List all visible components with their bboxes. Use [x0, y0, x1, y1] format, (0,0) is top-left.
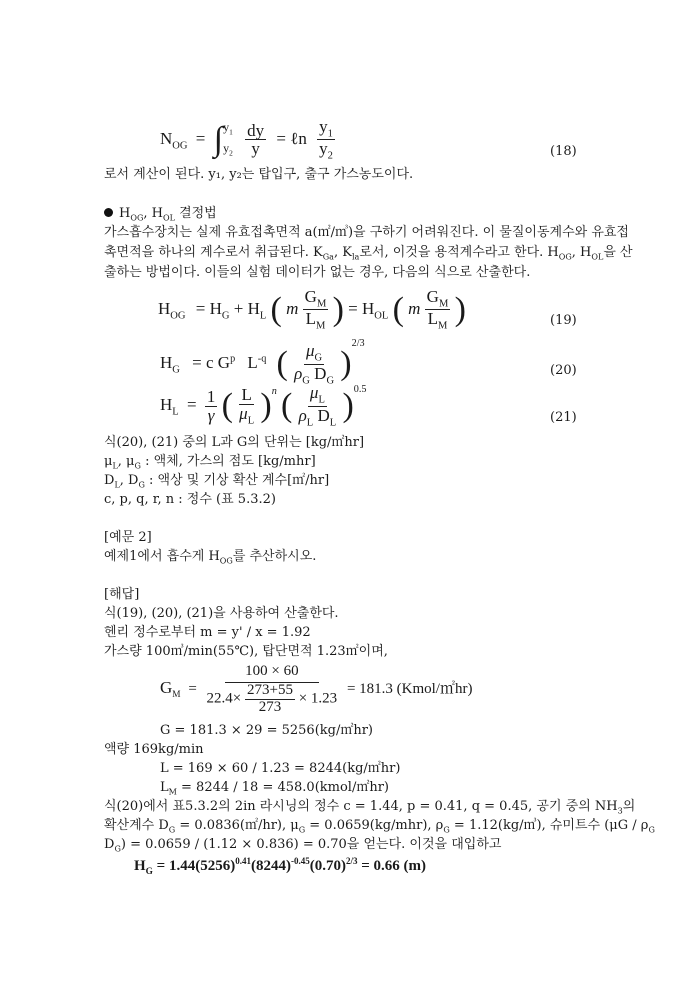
eq20-rho-sub: G [302, 374, 310, 386]
eq20-right-paren: ) [340, 345, 352, 383]
eq18-frac2-num [317, 118, 335, 140]
section-title: $H_{OG}$, $H_{OL}$ 결정법 [119, 206, 217, 223]
eq19-g-sub: G [221, 310, 230, 322]
eq19-frac1-den [304, 310, 328, 331]
eq19-lm-sub-2: M [438, 320, 448, 332]
final-para-line-2: 확산계수 $D_G$ = 0.0836(㎡/hr), $\mu_G = 0.0659(kg/mhr)$, $\rho_G$ = 1.12(kg/㎥), 슈미트수 ($\mu G / \rho_G$ [104, 818, 655, 835]
left-paren: ( [270, 290, 282, 328]
gm-result: = 181.3 (Kmol/㎡hr) [346, 681, 473, 698]
eq21-gamma: γ [207, 405, 215, 425]
eq19-m: m [286, 298, 299, 318]
gm-inner-den: 273 [258, 698, 282, 715]
eq18-lhs-sub: OG [172, 140, 188, 152]
final-para-line-3: $D_G) = 0.0659 / (1.12 \times 0.836) = 0.70$을 얻는다. 이것을 대입하고 [104, 837, 502, 854]
eq19-lm: L [305, 309, 316, 329]
eq21-number: (21) [550, 410, 577, 425]
eq21-l-sub: L [172, 406, 179, 418]
eq18-ln: = ℓn [276, 128, 307, 148]
eq20-rho: ρ [294, 363, 303, 383]
eq19-ol-sub: OL [374, 310, 389, 322]
eq20-mu-sub: G [314, 352, 323, 364]
eq19-hl: + H [233, 298, 260, 318]
bullet-icon [104, 208, 113, 217]
answer-title: [해답] [104, 587, 140, 602]
equation-19 [158, 288, 466, 332]
eq21-d: D [317, 405, 330, 425]
calc-liquid: 액량 169kg/min [104, 742, 204, 757]
eq20-d: D [314, 363, 327, 383]
gm-equals: = [188, 681, 197, 698]
int-upper-sub: 1 [229, 126, 233, 136]
definition-line-3: $D_L$, $D_G$ : 액상 및 기상 확산 계수[㎡/hr] [104, 473, 330, 490]
line-after-eq18: 로서 계산이 된다. y₁, y₂는 탑입구, 출구 가스농도이다. [104, 167, 414, 182]
eq19-hol: = H [348, 298, 375, 318]
eq20-g-sub: G [172, 364, 180, 376]
gm-inner-num: 273+55 [247, 681, 293, 698]
eq18-y2-sub: 2 [327, 150, 333, 162]
eq21-frac2-num [308, 384, 327, 406]
eq20-number: (20) [550, 363, 577, 378]
eq19-number: (19) [550, 313, 577, 328]
eq21-frac-1-gamma [205, 388, 218, 425]
eq18-lhs: N [160, 128, 173, 148]
eq19-gm-2: G [426, 287, 439, 306]
equation-18 [160, 118, 335, 162]
eq21-mu-sub-2: L [318, 394, 325, 406]
eq19-l-sub: L [259, 310, 267, 322]
int-lower: y [223, 140, 230, 155]
eq19-m-2: m [408, 298, 421, 318]
eq21-mu: μ [239, 403, 248, 423]
eq21-exp: 0.5 [353, 384, 367, 395]
eq19-gm-sub: M [316, 298, 327, 310]
eq21-frac-mu-rhod [297, 384, 339, 428]
eq20-exp: 2/3 [351, 338, 365, 349]
eq19-gm: G [304, 287, 317, 306]
eq20-left-paren: ( [276, 345, 288, 383]
eq21-n: n [271, 386, 277, 397]
eq19-frac2-num [425, 288, 451, 310]
eq19-frac-2 [425, 288, 451, 332]
eq20-frac-num [304, 342, 324, 364]
eq20-d-sub: G [326, 374, 335, 386]
eq18-y1: y [319, 117, 328, 136]
eq21-mu-den [237, 405, 256, 426]
eq19-lm-sub: M [315, 320, 326, 332]
eq18-number: (18) [550, 144, 577, 159]
eq21-equals: = [186, 395, 197, 414]
eq21-frac-l-mu [237, 386, 256, 426]
eq19-gm-sub-2: M [438, 298, 449, 310]
example-title: [예문 2] [104, 530, 152, 545]
final-equation: $H_G = 1.44(5256)^{0.41}(8244)^{-0.45}(0.70)^{2/3} = 0.66$ (m) [134, 856, 427, 877]
eq21-rho-sub: L [306, 416, 314, 428]
eq18-frac-dy-y [245, 122, 266, 159]
gm-den-b: × 1.23 [298, 690, 338, 707]
eq21-left-paren-2: ( [281, 387, 293, 425]
gm-den-a: 22.4× [206, 690, 242, 707]
eq21-h: H [160, 395, 173, 414]
calc-lm: $L_M = 8244 / 18$ = 458.0(kmol/㎡hr) [160, 780, 389, 797]
eq18-frac-num: dy [247, 120, 265, 140]
eq18-y2: y [319, 139, 328, 159]
eq20-p: p [230, 353, 236, 365]
eq21-frac2-den [297, 407, 339, 428]
equation-20 [160, 338, 365, 386]
integral-sign: ∫ [213, 120, 223, 158]
definition-line-1: 식(20), (21) 중의 L과 G의 단위는 [kg/㎡hr] [104, 435, 365, 450]
eq20-h: H [160, 353, 173, 372]
eq19-frac-1 [303, 288, 329, 332]
eq19-hg: = H [195, 298, 222, 318]
gm-denominator [205, 683, 340, 716]
paragraph-1-line-2: 촉면적을 하나의 계수로서 취급된다. $K_{Ga}$, $K_{la}$로서, 이것을 용적계수라고 한다. $H_{OG}$, $H_{OL}$을 산 [104, 245, 633, 262]
eq21-rho: ρ [298, 405, 307, 425]
eq18-frac-y1-y2 [317, 118, 335, 162]
eq18-frac-den: y [251, 139, 260, 159]
eq21-one: 1 [206, 386, 216, 406]
definition-line-4: c, p, q, r, n : 정수 (표 5.3.2) [104, 492, 276, 507]
answer-line-3: 가스량 100㎥/min(55℃), 탑단면적 1.23㎡이며, [104, 644, 388, 659]
eq21-d-sub: L [329, 416, 337, 428]
gm-main-frac [205, 664, 340, 715]
final-para-line-1: 식(20)에서 표5.3.2의 2in 라시닝의 정수 c = 1.44, p = 0.41, q = 0.45, 공기 중의 $NH_3$의 [104, 799, 636, 816]
definition-line-2: $\mu_L$, $\mu_G$ : 액체, 가스의 점도 [kg/mhr] [104, 454, 316, 471]
eq18-frac2-den [317, 140, 335, 161]
eq21-mu-sub: L [247, 415, 255, 427]
eq19-h: H [158, 298, 171, 318]
gm-inner-frac [245, 683, 295, 716]
eq20-frac [292, 342, 336, 386]
right-paren-2: ) [454, 290, 466, 328]
left-paren-2: ( [392, 290, 404, 328]
calc-l: L = 169 × 60 / 1.23 = 8244(kg/㎡hr) [160, 761, 401, 776]
equation-21 [160, 384, 367, 428]
eq21-left-paren: ( [221, 387, 233, 425]
right-paren: ) [332, 290, 344, 328]
gm-numerator: 100 × 60 [225, 664, 318, 683]
eq20-l: L [247, 353, 258, 372]
gm-equation [160, 664, 472, 715]
gm-lhs: G [160, 678, 173, 698]
eq21-mu-2: μ [309, 383, 319, 403]
int-lower-sub: 2 [229, 148, 233, 158]
int-upper: y [223, 119, 230, 134]
eq19-og: OG [170, 310, 186, 322]
eq21-right-paren-2: ) [342, 387, 354, 425]
eq18-y1-sub: 1 [327, 128, 333, 140]
answer-line-1: 식(19), (20), (21)을 사용하여 산출한다. [104, 606, 339, 621]
calc-g: G = 181.3 × 29 = 5256(kg/㎡hr) [160, 723, 374, 738]
eq20-q: -q [257, 353, 267, 365]
eq18-equals: = [195, 128, 206, 148]
paragraph-1-line-3: 출하는 방법이다. 이들의 실험 데이터가 없는 경우, 다음의 식으로 산출한다. [104, 265, 531, 280]
answer-line-2: 헨리 정수로부터 m = y' / x = 1.92 [104, 625, 311, 640]
eq21-l: L [241, 384, 252, 404]
eq19-frac2-den [426, 310, 450, 331]
eq20-mu: μ [306, 341, 315, 361]
integral-limits [223, 119, 233, 162]
eq19-frac1-num [303, 288, 329, 310]
gm-lhs-sub: M [172, 690, 181, 701]
eq20-cg: = c G [192, 353, 231, 372]
eq21-right-paren: ) [260, 387, 272, 425]
example-text: 예제1에서 흡수게 $H_{OG}$를 추산하시오. [104, 549, 317, 566]
eq19-lm-2: L [427, 309, 438, 329]
paragraph-1-line-1: 가스흡수장치는 실제 유효접촉면적 a(㎡/㎥)을 구하기 어려워진다. 이 물질이동계수와 유효접 [104, 225, 629, 240]
